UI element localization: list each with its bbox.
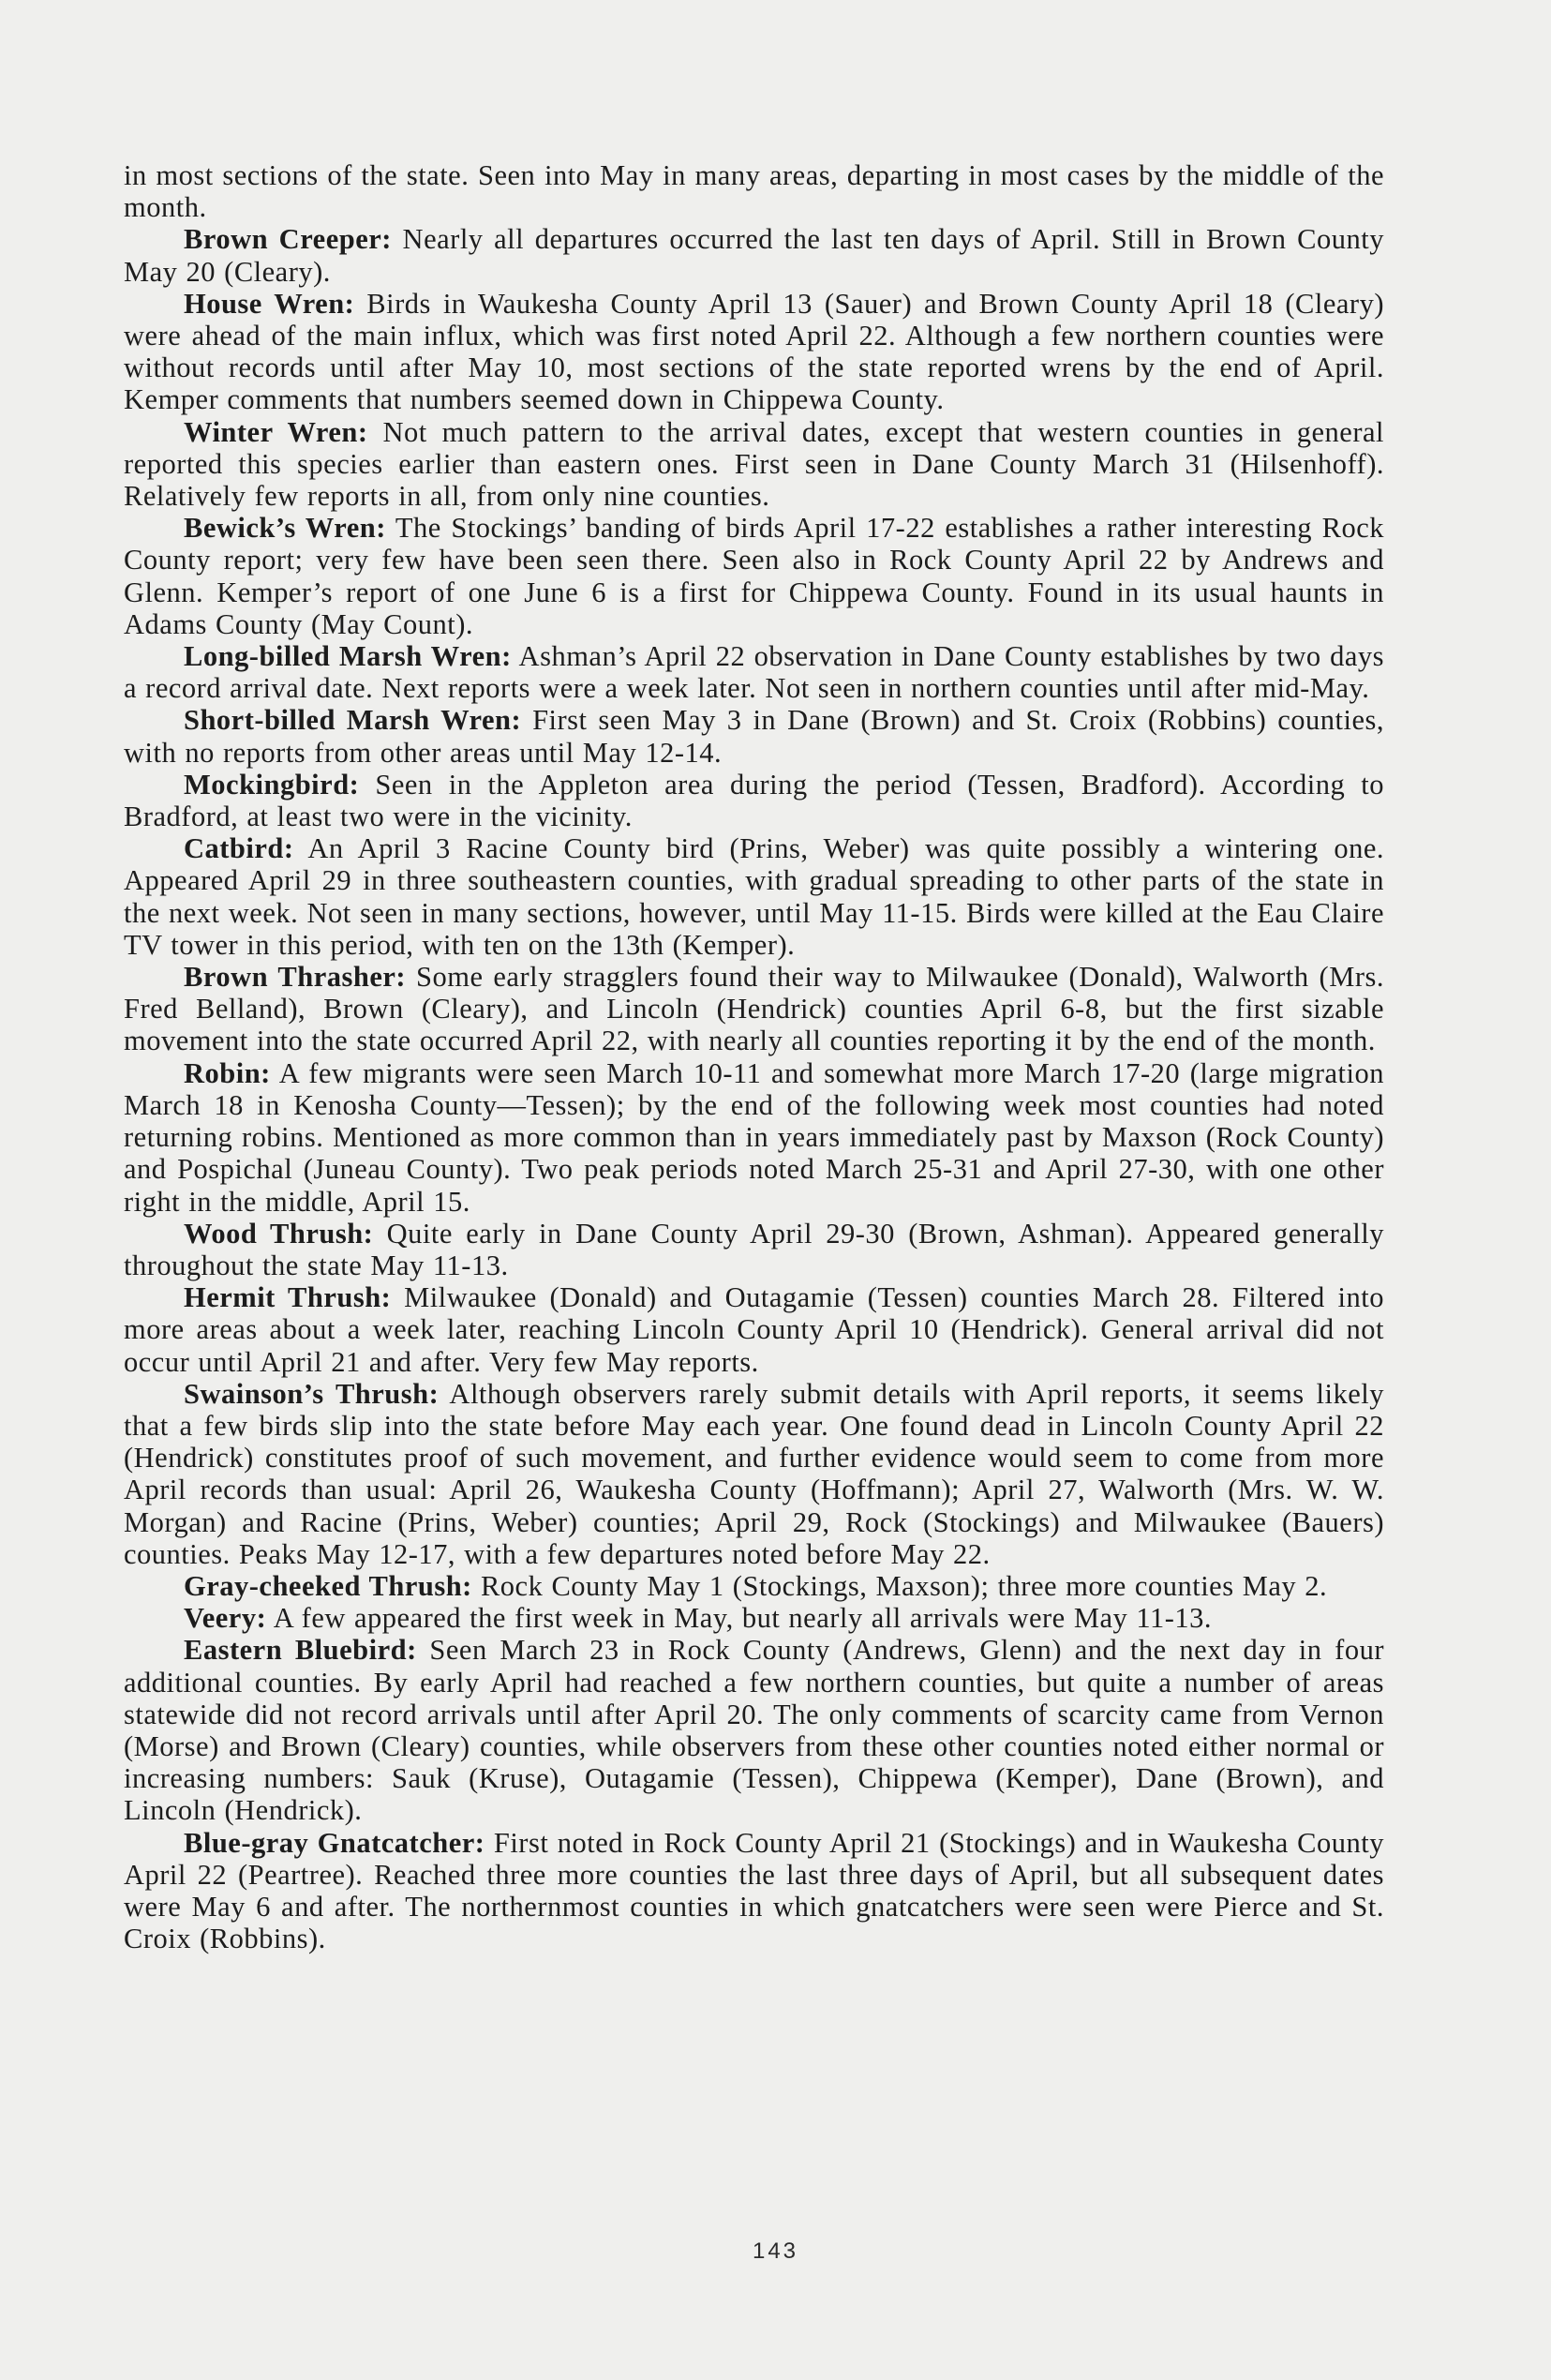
species-name: Brown Thrasher:: [184, 961, 407, 994]
article-body: [124, 159, 1384, 1954]
paragraph-text: A few appeared the first week in May, but nearly all arrivals were May 11-13.: [266, 1602, 1213, 1635]
species-paragraph: [124, 223, 1384, 287]
species-paragraph: [124, 961, 1384, 1057]
species-name: Short-billed Marsh Wren:: [184, 704, 522, 737]
species-name: Swainson’s Thrush:: [184, 1377, 440, 1410]
species-paragraph: [124, 288, 1384, 416]
species-paragraph: [124, 1378, 1384, 1570]
species-paragraph: [124, 1570, 1384, 1602]
species-paragraph: [124, 1057, 1384, 1218]
species-paragraph: [124, 769, 1384, 832]
species-paragraph: [124, 1218, 1384, 1281]
paragraph-text: Quite early in Dane County April 29-30 (Brown, Ashman). Appeared generally throughout the state May 11-13.: [124, 1217, 1384, 1281]
paragraph-text: Although observers rarely submit details with April reports, it seems likely that a few birds slip into the state before May each year. One found dead in Lincoln County April 22 (Hendrick) constitutes proof of such movement, and further evidence would seem to come from more April records than usual: April 26, Waukesha County (Hoffmann); April 27, Walworth (Mrs. W. W. Morgan) and Racine (Prins, Weber) counties; April 29, Rock (Stockings) and Milwaukee (Bauers) counties. Peaks May 12-17, with a few departures noted before May 22.: [124, 1377, 1384, 1570]
species-name: Robin:: [184, 1056, 271, 1089]
species-paragraph: [124, 1281, 1384, 1378]
species-paragraph: [124, 416, 1384, 513]
species-paragraph: [124, 1827, 1384, 1955]
paragraph-text: Birds in Waukesha County April 13 (Sauer) and Brown County April 18 (Cleary) were ahead of the main influx, which was first noted April 22. Although a few northern counties were without records until after May 10, most sections of the state reported wrens by the end of April. Kemper comments that numbers seemed down in Chippewa County.: [124, 287, 1384, 416]
species-name: Bewick’s Wren:: [184, 512, 386, 545]
paragraph-text: Some early stragglers found their way to Milwaukee (Donald), Walworth (Mrs. Fred Belland), Brown (Cleary), and Lincoln (Hendrick) counties April 6-8, but the first sizable movement into the state occurred April 22, with nearly all counties reporting it by the end of the month.: [124, 961, 1384, 1057]
paragraph-text: Ashman’s April 22 observation in Dane County establishes by two days a record arrival date. Next reports were a week later. Not seen in northern counties until after mid-May.: [124, 640, 1384, 705]
paragraph-text: Seen in the Appleton area during the period (Tessen, Bradford). According to Bradford, at least two were in the vicinity.: [124, 768, 1384, 833]
paragraph-text: Milwaukee (Donald) and Outagamie (Tessen) counties March 28. Filtered into more areas about a week later, reaching Lincoln County April 10 (Hendrick). General arrival did not occur until April 21 and after. Very few May reports.: [124, 1281, 1384, 1378]
species-name: Wood Thrush:: [184, 1217, 374, 1250]
species-paragraph: [124, 1602, 1384, 1634]
species-name: Catbird:: [184, 832, 294, 865]
species-name: Gray-cheeked Thrush:: [184, 1569, 472, 1602]
species-paragraph: [124, 512, 1384, 640]
species-paragraph: [124, 1634, 1384, 1826]
paragraph-text: Seen March 23 in Rock County (Andrews, Glenn) and the next day in four additional counties. By early April had reached a few northern counties, but quite a number of areas statewide did not record arrivals until after April 20. The only comments of scarcity came from Vernon (Morse) and Brown (Cleary) counties, while observers from these other counties noted either normal or increasing numbers: Sauk (Kruse), Outagamie (Tessen), Chippewa (Kemper), Dane (Brown), and Lincoln (Hendrick).: [124, 1634, 1384, 1827]
species-name: Blue-gray Gnatcatcher:: [184, 1826, 485, 1859]
paragraph-text: Rock County May 1 (Stockings, Maxson); three more counties May 2.: [471, 1569, 1328, 1602]
species-name: Veery:: [184, 1602, 267, 1635]
paragraph-text: Nearly all departures occurred the last ten days of April. Still in Brown County May 20 (Cleary).: [124, 223, 1384, 288]
species-paragraph: [124, 640, 1384, 704]
species-name: Brown Creeper:: [184, 223, 392, 256]
species-paragraph: [124, 704, 1384, 768]
paragraph-text: A few migrants were seen March 10-11 and somewhat more March 17-20 (large migration March 18 in Kenosha County—Tessen); by the end of the following week most counties had noted returning robins. Mentioned as more common than in years immediately past by Maxson (Rock County) and Pospichal (Juneau County). Two peak periods noted March 25-31 and April 27-30, with one other right in the middle, April 15.: [124, 1056, 1384, 1218]
paragraph-text: in most sections of the state. Seen into May in many areas, departing in most cases by the middle of the month.: [124, 159, 1384, 224]
species-name: Long-billed Marsh Wren:: [184, 640, 512, 673]
species-name: Eastern Bluebird:: [184, 1634, 417, 1667]
species-name: House Wren:: [184, 287, 355, 320]
page-number: 143: [752, 2238, 799, 2264]
paragraph-text: An April 3 Racine County bird (Prins, Weber) was quite possibly a wintering one. Appeared April 29 in three southeastern counties, with gradual spreading to other parts of the state in the next week. Not seen in many sections, however, until May 11-15. Birds were killed at the Eau Claire TV tower in this period, with ten on the 13th (Kemper).: [124, 832, 1384, 961]
paragraph-text: First seen May 3 in Dane (Brown) and St. Croix (Robbins) counties, with no reports from other areas until May 12-14.: [124, 704, 1385, 769]
species-name: Winter Wren:: [184, 415, 368, 448]
paragraph-text: The Stockings’ banding of birds April 17-22 establishes a rather interesting Rock County report; very few have been seen there. Seen also in Rock County April 22 by Andrews and Glenn. Kemper’s report of one June 6 is a first for Chippewa County. Found in its usual haunts in Adams County (May Count).: [124, 512, 1384, 640]
continued-paragraph: [124, 159, 1384, 223]
species-paragraph: [124, 832, 1384, 961]
species-name: Hermit Thrush:: [184, 1281, 392, 1314]
species-name: Mockingbird:: [184, 768, 360, 801]
paragraph-text: Not much pattern to the arrival dates, except that western counties in general reported this species earlier than eastern ones. First seen in Dane County March 31 (Hilsenhoff). Relatively few reports in all, from only nine counties.: [124, 415, 1384, 513]
paragraph-text: First noted in Rock County April 21 (Stockings) and in Waukesha County April 22 (Peartree). Reached three more counties the last three days of April, but all subsequent dates were May 6 and after. The northernmost counties in which gnatcatchers were seen were Pierce and St. Croix (Robbins).: [124, 1826, 1384, 1955]
